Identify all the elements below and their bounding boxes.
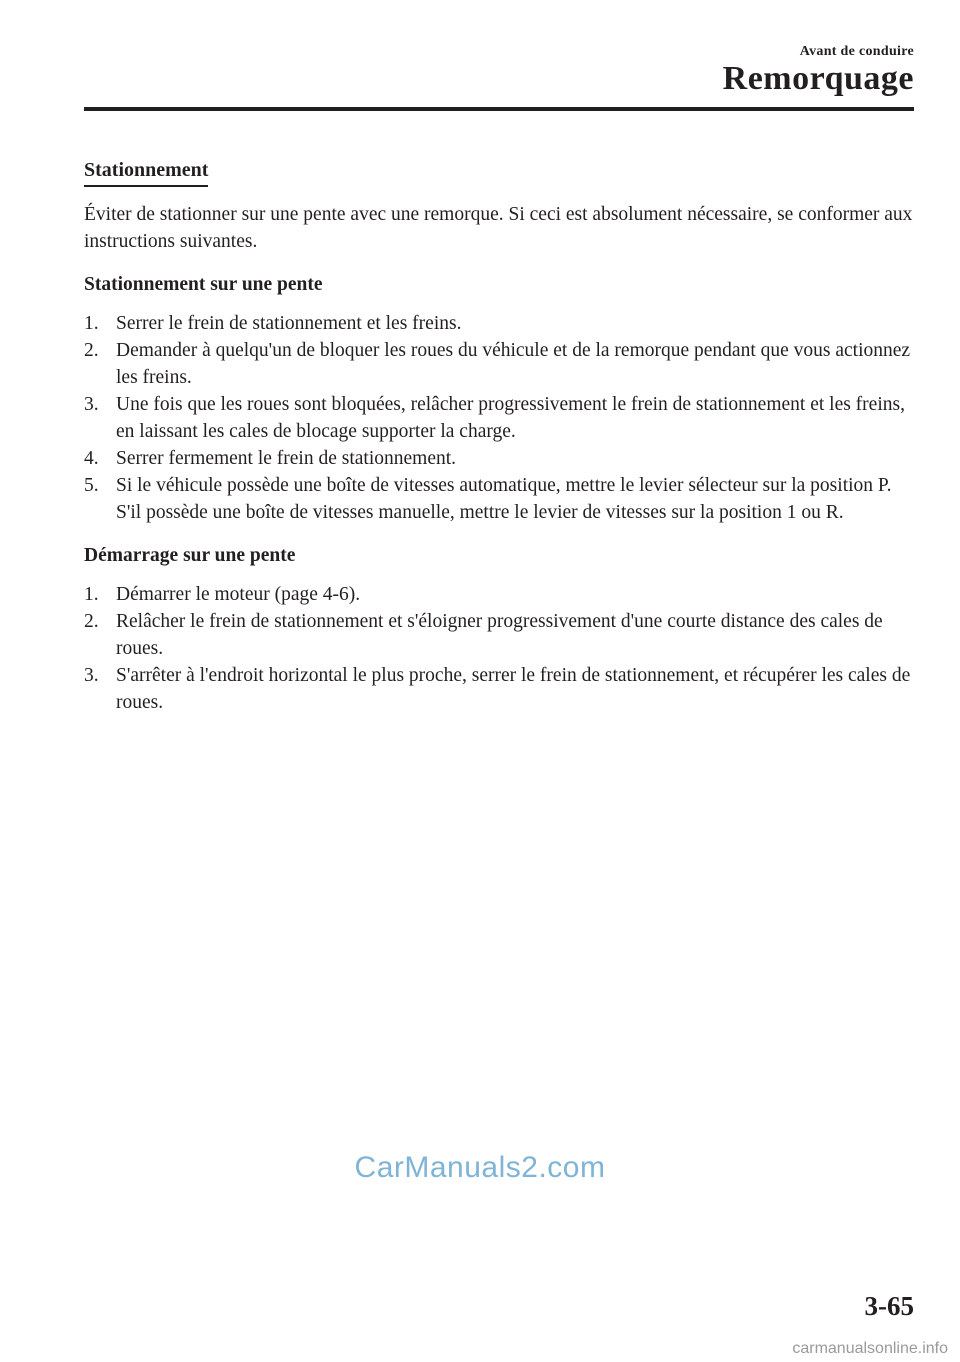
intro-paragraph: Éviter de stationner sur une pente avec une remorque. Si ceci est absolument nécessaire, se conformer aux instructions suivantes.: [84, 204, 913, 252]
watermark-logo: CarManuals2.com: [354, 1151, 606, 1184]
section-title-header: Remorquage: [722, 60, 914, 97]
list-item: 2. Relâcher le frein de stationnement et s'éloigner progressivement d'une courte distance des cales de roues.: [84, 611, 883, 659]
starting-steps-list: [84, 581, 914, 716]
header-divider: [84, 107, 914, 111]
parking-subheading: Stationnement sur une pente: [84, 274, 323, 295]
list-item: 4. Serrer fermement le frein de stationnement.: [84, 448, 457, 469]
section-heading: Stationnement: [84, 157, 208, 187]
list-item: 3. Une fois que les roues sont bloquées, relâcher progressivement le frein de stationnement et les freins, en laissant les cales de blocage supporter la charge.: [84, 394, 905, 442]
list-item: 1. Démarrer le moteur (page 4-6).: [84, 584, 361, 605]
list-item: 1. Serrer le frein de stationnement et les freins.: [84, 313, 462, 334]
list-item: 5. Si le véhicule possède une boîte de vitesses automatique, mettre le levier sélecteur sur la position P. S'il possède une boîte de vitesses manuelle, mettre le levier de vitesses sur la position 1 ou R.: [84, 475, 892, 523]
starting-subheading: Démarrage sur une pente: [84, 545, 296, 566]
footer-site-link[interactable]: carmanualsonline.info: [792, 1340, 948, 1357]
page-number: 3-65: [864, 1291, 914, 1321]
chapter-title: Avant de conduire: [799, 44, 914, 59]
list-item: 2. Demander à quelqu'un de bloquer les roues du véhicule et de la remorque pendant que vous actionnez les freins.: [84, 340, 911, 388]
list-item: 3. S'arrêter à l'endroit horizontal le plus proche, serrer le frein de stationnement, et récupérer les cales de roues.: [84, 665, 911, 713]
page-content: [84, 157, 914, 716]
parking-steps-list: [84, 310, 914, 526]
